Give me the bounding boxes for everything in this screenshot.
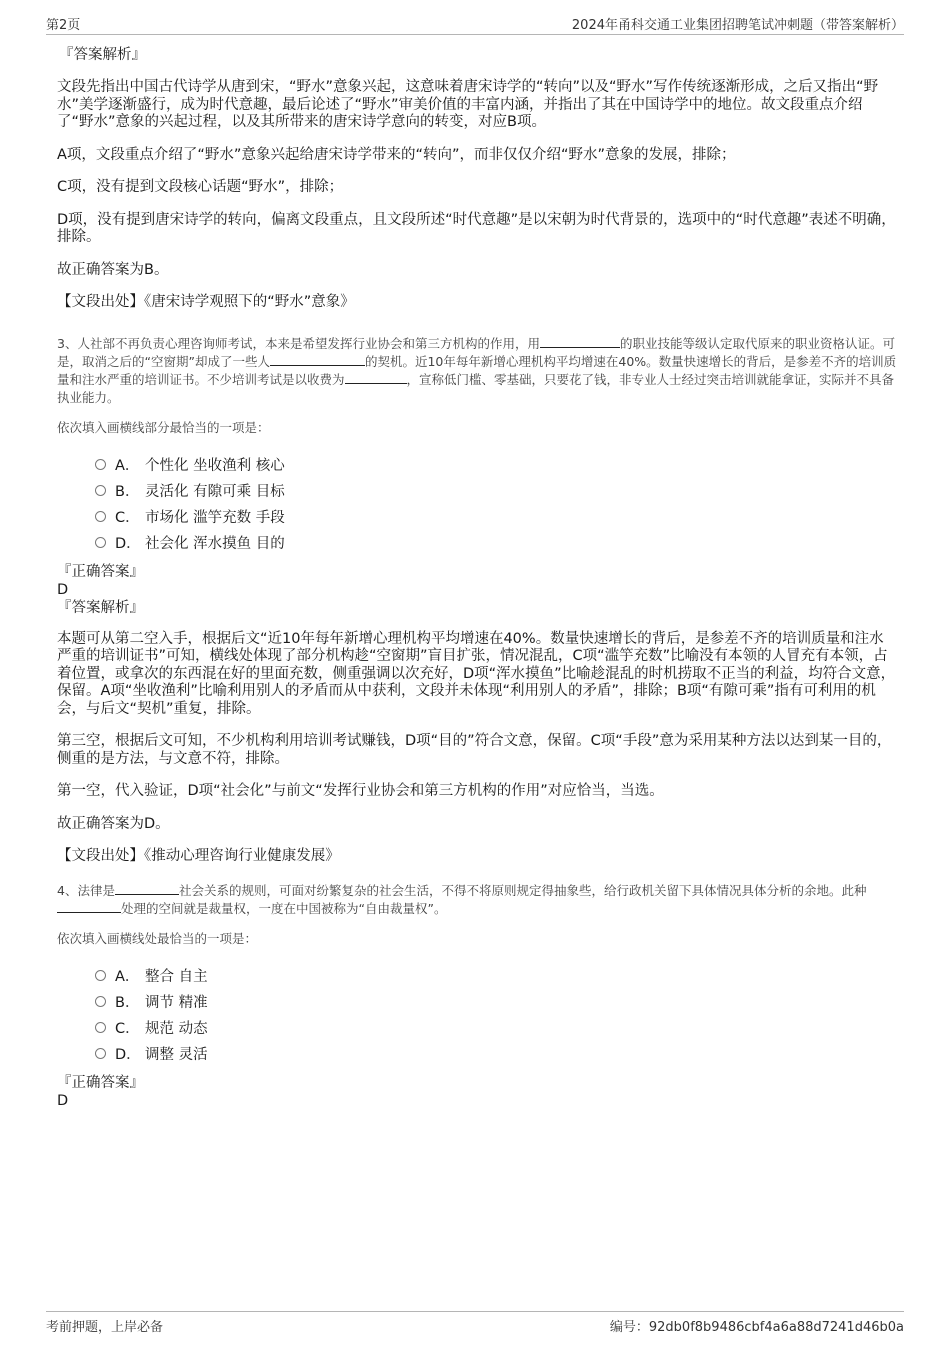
q3-options: [95, 453, 897, 557]
q4-option-b[interactable]: B． 调节 精准: [95, 990, 897, 1016]
q4-stem: 4、法律是 社会关系的规则，可面对纷繁复杂的社会生活，不得不将原则规定得抽象些，给行政机关留下具体情况具体分析的余地。此种处理的空间就是裁量权，一度在中国被称为“自由裁量权”。: [57, 882, 867, 916]
q2-analysis-p5: 故正确答案为B。: [57, 261, 169, 278]
q3-source: 【文段出处】《推动心理咨询行业健康发展》: [57, 848, 340, 864]
q3-analysis-p2: 第三空，根据后文可知，不少机构利用培训考试赚钱，D项“目的”符合文意，保留。C项“手段”意为采用某种方法以达到某一目的，侧重的是方法，与文意不符，排除。: [57, 733, 892, 767]
document-title: 2024年甬科交通工业集团招聘笔试冲刺题（带答案解析）: [571, 18, 904, 33]
radio-icon[interactable]: [95, 1022, 106, 1033]
q4-prompt: 依次填入画横线处最恰当的一项是：: [57, 930, 258, 946]
q4-blank-1: [115, 882, 179, 895]
footer-slogan: 考前押题，上岸必备: [46, 1320, 164, 1335]
q3-option-c[interactable]: C． 市场化 滥竽充数 手段: [95, 505, 897, 531]
radio-icon[interactable]: [95, 459, 106, 470]
q3-stem: 3、人社部不再负责心理咨询师考试，本来是希望发挥行业协会和第三方机构的作用，用 的职业技能等级认定取代原来的职业资格认证。可是，取消之后的“空窗期”却成了一些人 的契机。近10年每年新增心理机构平均增速在40%。数量快速增长的背后，是参差不齐的培训质量和注水严重的培训证书。不少培训考试是以收费为 ，宣称低门槛、零基础，只要花了钱，非专业人士经过突击培训就能拿证，实际并不具备执业能力。: [57, 335, 897, 405]
radio-icon[interactable]: [95, 485, 106, 496]
q3-correct-answer: D: [57, 581, 69, 598]
radio-icon[interactable]: [95, 511, 106, 522]
q4-blank-2: [57, 900, 121, 913]
q2-analysis-p3: C项，没有提到文段核心话题“野水”，排除；: [57, 179, 344, 195]
q4-option-a[interactable]: A． 整合 自主: [95, 964, 897, 990]
q3-analysis-p4: 故正确答案为D。: [57, 815, 170, 832]
radio-icon[interactable]: [95, 996, 106, 1007]
q3-blank-1: [540, 335, 620, 348]
page-number: 第2页: [46, 18, 81, 33]
q3-prompt: 依次填入画横线部分最恰当的一项是：: [57, 419, 270, 435]
q3-option-b[interactable]: B． 灵活化 有隙可乘 目标: [95, 479, 897, 505]
q4-option-c[interactable]: C． 规范 动态: [95, 1016, 897, 1042]
q3-option-d[interactable]: D． 社会化 浑水摸鱼 目的: [95, 531, 897, 557]
q2-source: 【文段出处】《唐宋诗学观照下的“野水”意象》: [57, 294, 355, 310]
q2-analysis-p4: D项，没有提到唐宋诗学的转向，偏离文段重点，且文段所述“时代意趣”是以宋朝为时代背景的，选项中的“时代意趣”表述不明确，排除。: [57, 211, 896, 245]
q4-option-d[interactable]: D． 调整 灵活: [95, 1042, 897, 1068]
document-body: [57, 46, 897, 1110]
radio-icon[interactable]: [95, 970, 106, 981]
q3-option-a[interactable]: A． 个性化 坐收渔利 核心: [95, 453, 897, 479]
page-footer: [46, 1311, 904, 1336]
q3-correct-label: 『正确答案』: [57, 563, 144, 580]
document-code: 编号：92db0f8b9486cbf4a6a88d7241d46b0a: [609, 1320, 904, 1335]
q3-analysis-p1: 本题可从第二空入手，根据后文“近10年每年新增心理机构平均增速在40%。数量快速增长的背后，是参差不齐的培训质量和注水严重的培训证书”可知，横线处体现了部分机构趁“空窗期”盲目扩张，情况混乱，C项“滥竽充数”比喻没有本领的人冒充有本领，占着位置，或拿次的东西混在好的里面充数，侧重强调以次充好，D项“浑水摸鱼”比喻趁混乱的时机捞取不正当的利益，均符合文意，保留。A项“坐收渔利”比喻利用别人的矛盾而从中获利，文段并未体现“利用别人的矛盾”，排除；B项“有隙可乘”指有可利用的机会，与后文“契机”重复，排除。: [57, 630, 896, 717]
q4-correct-answer: D: [57, 1092, 69, 1109]
q2-analysis-p2: A项，文段重点介绍了“野水”意象兴起给唐宋诗学带来的“转向”，而非仅仅介绍“野水”意象的发展，排除；: [57, 146, 736, 163]
q3-blank-3: [345, 371, 407, 384]
q4-options: [95, 964, 897, 1068]
radio-icon[interactable]: [95, 1048, 106, 1059]
q3-analysis-p3: 第一空，代入验证，D项“社会化”与前文“发挥行业协会和第三方机构的作用”对应恰当，当选。: [57, 783, 664, 799]
radio-icon[interactable]: [95, 537, 106, 548]
page-header: [46, 14, 904, 35]
q3-analysis-label: 『答案解析』: [57, 599, 144, 616]
q2-analysis-p1: 文段先指出中国古代诗学从唐到宋，“野水”意象兴起，这意味着唐宋诗学的“转向”以及“野水”写作传统逐渐形成，之后又指出“野水”美学逐渐盛行，成为时代意趣，最后论述了“野水”审美价值的丰富内涵，并指出了其在中国诗学中的地位。故文段重点介绍了“野水”意象的兴起过程，以及其所带来的唐宋诗学意向的转变，对应B项。: [57, 79, 879, 130]
q2-analysis-label: 『答案解析』: [59, 47, 146, 63]
q4-correct-label: 『正确答案』: [57, 1074, 144, 1091]
q3-blank-2: [270, 353, 365, 366]
